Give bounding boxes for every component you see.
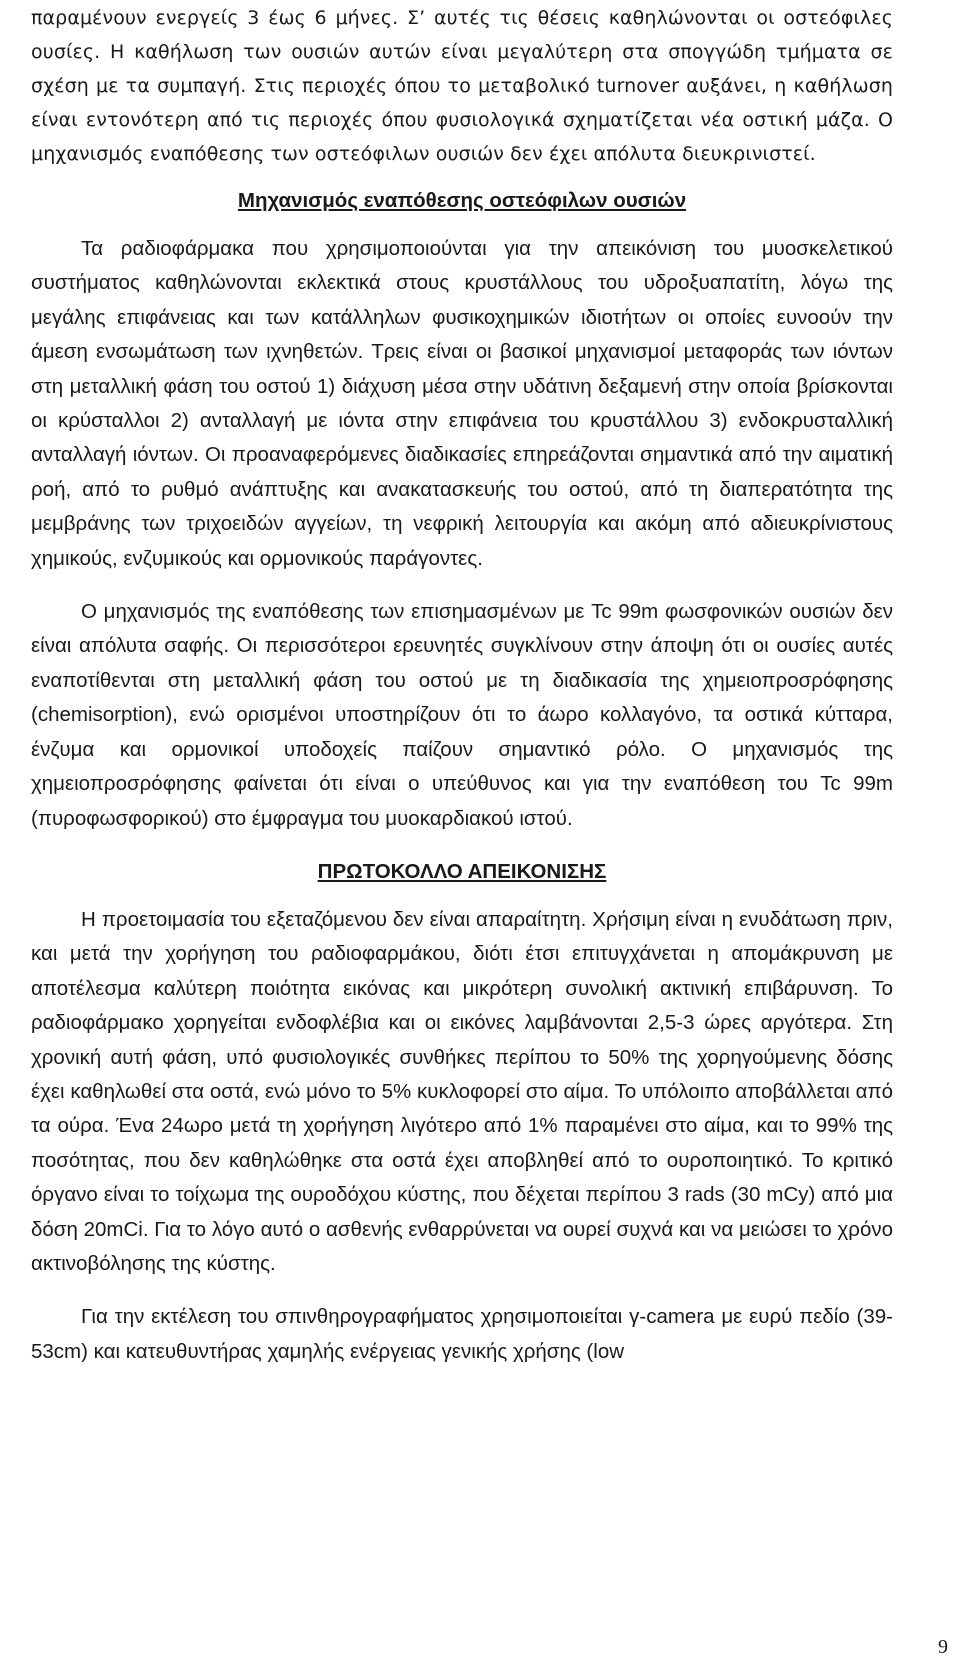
protocol-paragraph-2: Για την εκτέλεση του σπινθηρογραφήματος χρησιμοποιείται γ-camera με ευρύ πεδίο (39-53cm) και κατευθυντήρας χαμηλής ενέργειας γενικής χρήσης (low: [31, 1305, 893, 1363]
page-number: 9: [938, 1636, 948, 1658]
intro-paragraph: παραμένουν ενεργείς 3 έως 6 μήνες. Σ’ αυτές τις θέσεις καθηλώνονται οι οστεόφιλες ουσίες. Η καθήλωση των ουσιών αυτών είναι μεγαλύτερη στα σπογγώδη τμήματα σε σχέση με τα συμπαγή. Στις περιοχές όπου το μεταβολικό turnover αυξάνει, η καθήλωση είναι εντονότερη από τις περιοχές όπου φυσιολογικά σχηματίζεται νέα οστική μάζα. Ο μηχανισμός εναπόθεσης των οστεόφιλων ουσιών δεν έχει απόλυτα διευκρινιστεί.: [31, 7, 893, 165]
document-page: [31, 0, 893, 1369]
protocol-paragraph-1: Η προετοιμασία του εξεταζόμενου δεν είναι απαραίτητη. Χρήσιμη είναι η ενυδάτωση πριν, και μετά την χορήγηση του ραδιοφαρμάκου, διότι έτσι επιτυγχάνεται η απομάκρυνση με αποτέλεσμα καλύτερη ποιότητα εικόνας και μικρότερη συνολική ακτινική επιβάρυνση. Το ραδιοφάρμακο χορηγείται ενδοφλέβια και οι εικόνες λαμβάνονται 2,5-3 ώρες αργότερα. Στη χρονική αυτή φάση, υπό φυσιολογικές συνθήκες περίπου το 50% της χορηγούμενης δόσης έχει καθηλωθεί στα οστά, ενώ μόνο το 5% κυκλοφορεί στο αίμα. Το υπόλοιπο αποβάλλεται από τα ούρα. Ένα 24ωρο μετά τη χορήγηση λιγότερο από 1% παραμένει στο αίμα, και το 99% της ποσότητας, που δεν καθηλώθηκε στα οστά έχει αποβληθεί από το ουροποιητικό. Το κριτικό όργανο είναι το τοίχωμα της ουροδόχου κύστης, που δέχεται περίπου 3 rads (30 mCy) από μια δόση 20mCi. Για το λόγο αυτό ο ασθενής ενθαρρύνεται να ουρεί συχνά και να μειώσει το χρόνο ακτινοβόλησης της κύστης.: [31, 907, 893, 1275]
mechanism-paragraph-1: Τα ραδιοφάρμακα που χρησιμοποιούνται για την απεικόνιση του μυοσκελετικού συστήματος καθηλώνονται εκλεκτικά στους κρυστάλλους του υδροξυαπατίτη, λόγω της μεγάλης επιφάνειας και των κατάλληλων φυσικοχημικών ιδιοτήτων οι οποίες ευνοούν την άμεση ενσωμάτωση των ιχνηθετών. Τρεις είναι οι βασικοί μηχανισμοί μεταφοράς των ιόντων στη μεταλλική φάση του οστού 1) διάχυση μέσα στην υδάτινη δεξαμενή στην οποία βρίσκονται οι κρύσταλλοι 2) ανταλλαγή με ιόντα στην επιφάνεια του κρυστάλλου 3) ενδοκρυσταλλική ανταλλαγή ιόντων. Οι προαναφερόμενες διαδικασίες επηρεάζονται σημαντικά από την αιματική ροή, από το ρυθμό ανάπτυξης και ανακατασκευής του οστού, από τη διαπερατότητα της μεμβράνης των τριχοειδών αγγείων, τη νεφρική λειτουργία και ακόμη από αδιευκρίνιστους χημικούς, ενζυμικούς και ορμονικούς παράγοντες.: [31, 237, 893, 570]
heading-protocol: ΠΡΩΤΟΚΟΛΛΟ ΑΠΕΙΚΟΝΙΣΗΣ: [317, 859, 607, 883]
mechanism-paragraph-2: Ο μηχανισμός της εναπόθεσης των επισημασμένων με Tc 99m φωσφονικών ουσιών δεν είναι απόλυτα σαφής. Οι περισσότεροι ερευνητές συγκλίνουν στην άποψη ότι οι ουσίες αυτές εναποτίθενται στη μεταλλική φάση του οστού με τη διαδικασία της χημειοπροσρόφησης (chemisorption), ενώ ορισμένοι υποστηρίζουν ότι το άωρο κολλαγόνο, τα οστικά κύτταρα, ένζυμα και ορμονικοί υποδοχείς παίζουν σημαντικό ρόλο. Ο μηχανισμός της χημειοπροσρόφησης φαίνεται ότι είναι ο υπεύθυνος και για την εναπόθεση του Tc 99m (πυροφωσφορικού) στο έμφραγμα του μυοκαρδιακού ιστού.: [31, 600, 893, 830]
heading-mechanism: Μηχανισμός εναπόθεσης οστεόφιλων ουσιών: [237, 189, 687, 212]
